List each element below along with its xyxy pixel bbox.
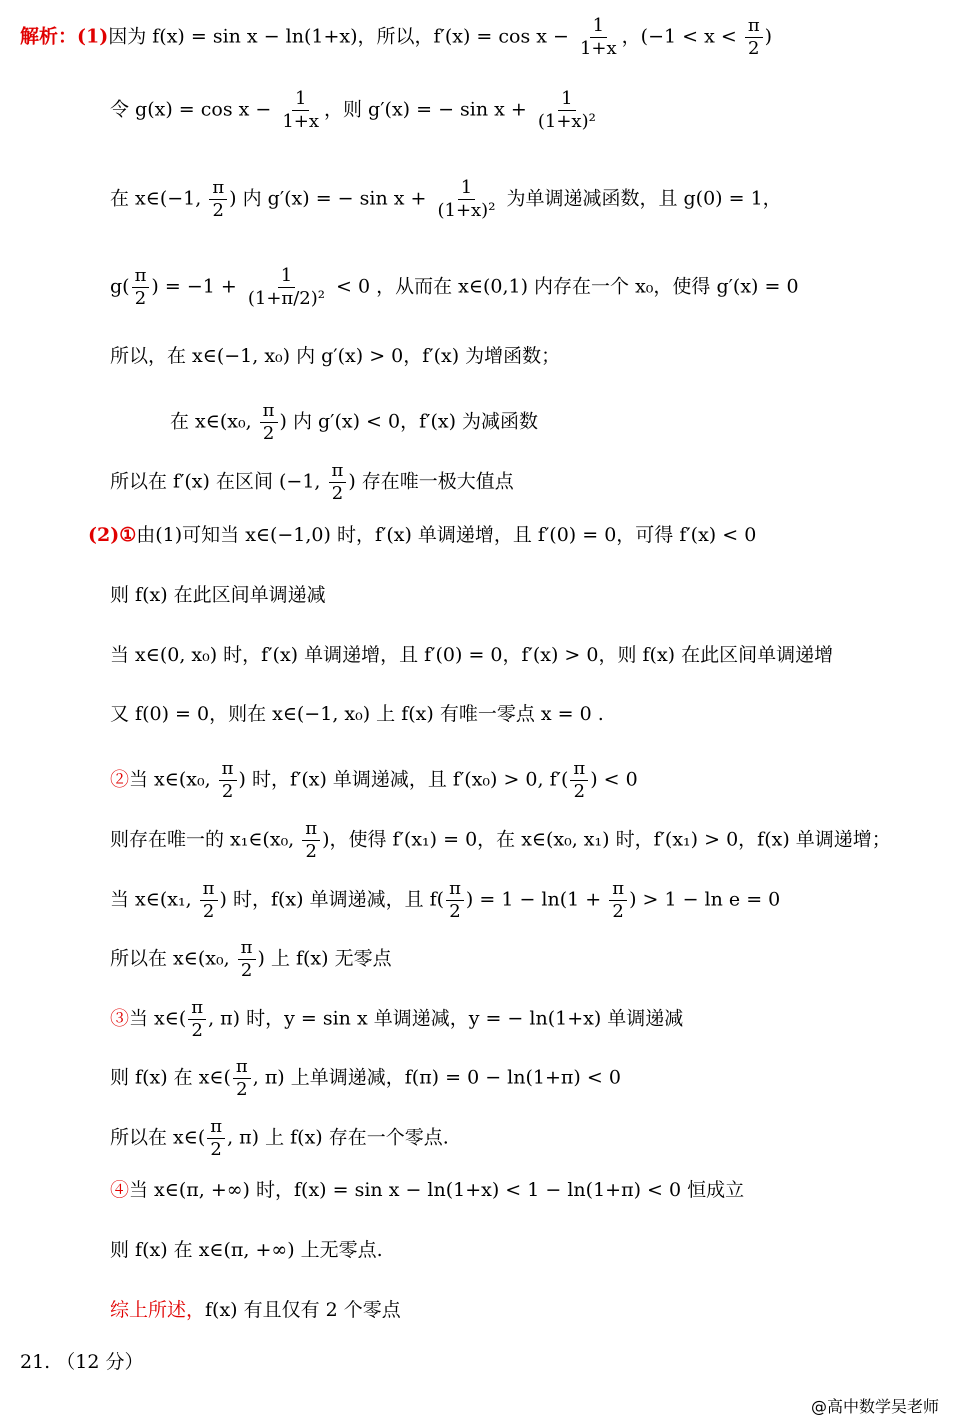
text: ) 时，f′(x) 单调递减，且 f′(x₀) > 0, f′( (238, 768, 569, 791)
numerator: π (260, 400, 278, 423)
text: 为单调递减函数，且 g(0) = 1， (500, 187, 782, 210)
denominator: 2 (262, 423, 275, 444)
numerator: π (233, 1056, 251, 1079)
text: 所以在 x∈( (110, 1126, 206, 1149)
text: 在 x∈(−1, (110, 187, 208, 210)
numerator: π (219, 758, 237, 781)
solution-line (110, 699, 604, 729)
text: ) = −1 + (151, 275, 243, 298)
highlight-label: 综上所述， (110, 1299, 206, 1321)
numerator: π (302, 818, 320, 841)
text: ) = 1 − ln(1 + (465, 888, 608, 911)
numerator: π (188, 997, 206, 1020)
highlight-label: 解析： (20, 25, 78, 48)
text: ) > 1 − ln e = 0 (629, 888, 781, 911)
solution-line (110, 580, 326, 610)
fraction (219, 758, 237, 803)
text: 当 x∈(0, x₀) 时，f′(x) 单调递增，且 f′(0) = 0，f′(x) > 0，则 f(x) 在此区间单调递增 (110, 644, 834, 666)
numerator: 1 (292, 88, 309, 111)
denominator: (1+π/2)² (247, 288, 325, 309)
numerator: 1 (590, 15, 607, 38)
fraction (188, 997, 206, 1042)
fraction (233, 1056, 251, 1101)
denominator: 2 (305, 841, 317, 862)
fraction (245, 265, 328, 310)
denominator: 1+x (579, 38, 617, 59)
denominator: (1+x)² (537, 111, 596, 132)
text: , π) 上 f(x) 存在一个零点. (227, 1126, 449, 1149)
fraction (577, 15, 620, 60)
denominator: (1+x)² (437, 200, 496, 221)
solution-line (20, 1347, 143, 1377)
solution-line (110, 997, 683, 1042)
denominator: 1+x (282, 111, 320, 132)
numerator: π (132, 265, 150, 288)
denominator: 2 (573, 781, 586, 802)
text: ) 内 g′(x) < 0，f′(x) 为减函数 (279, 410, 539, 433)
solution-line (110, 640, 833, 670)
denominator: 2 (236, 1079, 248, 1100)
fraction (302, 818, 320, 863)
solution-line (20, 15, 772, 60)
numerator: π (200, 878, 218, 901)
denominator: 2 (240, 960, 253, 981)
text: 所以，在 x∈(−1, x₀) 内 g′(x) > 0，f′(x) 为增函数； (110, 345, 561, 367)
solution-line (110, 341, 560, 371)
fraction (207, 1116, 225, 1161)
text: 所以在 f′(x) 在区间 (−1, (110, 470, 327, 493)
denominator: 2 (748, 38, 760, 59)
fraction (535, 88, 599, 133)
text: ) 内 g′(x) = − sin x + (229, 187, 433, 210)
text: ，则 g′(x) = − sin x + (324, 98, 533, 121)
fraction (200, 878, 218, 923)
numerator: 1 (458, 177, 475, 200)
solution-line (110, 265, 799, 310)
text: ) (764, 25, 773, 48)
fraction (329, 460, 347, 505)
numerator: π (207, 1116, 225, 1139)
text: ，(−1 < x < (621, 25, 743, 48)
solution-line (110, 1295, 401, 1325)
denominator: 2 (612, 901, 624, 922)
text: 令 g(x) = cos x − (110, 98, 278, 121)
text: 当 x∈(x₀, (129, 768, 217, 791)
text: )，使得 f′(x₁) = 0，在 x∈(x₀, x₁) 时，f′(x₁) > 0，f(x) 单调递增； (322, 828, 891, 851)
text: , π) 上单调递减，f(π) = 0 − ln(1+π) < 0 (252, 1066, 621, 1089)
solution-line (110, 1056, 621, 1101)
text: 所以在 x∈(x₀, (110, 947, 236, 970)
denominator: 2 (134, 288, 147, 309)
numerator: π (209, 177, 227, 200)
fraction (609, 878, 627, 923)
text: ) 时，f(x) 单调递减，且 f( (219, 888, 445, 911)
solution-line (110, 878, 780, 923)
text: 则 f(x) 在 x∈( (110, 1066, 231, 1089)
denominator: 2 (449, 901, 461, 922)
fraction (209, 177, 227, 222)
text: 当 x∈(x₁, (110, 888, 198, 911)
fraction (446, 878, 464, 923)
numerator: π (745, 15, 763, 38)
fraction (279, 88, 322, 133)
text: 因为 f(x) = sin x − ln(1+x)，所以，f′(x) = cos x − (108, 25, 575, 48)
denominator: 2 (221, 781, 234, 802)
solution-line (110, 1235, 383, 1265)
solution-line (110, 177, 782, 222)
numerator: π (609, 878, 627, 901)
text: ) < 0 (590, 768, 638, 791)
denominator: 2 (212, 200, 224, 221)
text: , π) 时，y = sin x 单调递减，y = − ln(1+x) 单调递减 (208, 1007, 684, 1030)
highlight-label: ④ (110, 1179, 130, 1201)
text: 则存在唯一的 x₁∈(x₀, (110, 828, 301, 851)
denominator: 2 (210, 1139, 222, 1160)
fraction (260, 400, 278, 445)
text: ) 存在唯一极大值点 (348, 470, 514, 493)
text: g( (110, 275, 130, 298)
numerator: π (329, 460, 347, 483)
solution-line (110, 88, 601, 133)
numerator: π (238, 937, 256, 960)
highlight-label: ② (110, 768, 130, 791)
text: 在 x∈(x₀, (170, 410, 258, 433)
solution-line (110, 937, 392, 982)
fraction (132, 265, 150, 310)
text: 则 f(x) 在此区间单调递减 (110, 584, 326, 606)
denominator: 2 (202, 901, 215, 922)
solution-line (88, 520, 756, 550)
denominator: 2 (191, 1020, 203, 1041)
text: ) 上 f(x) 无零点 (257, 947, 392, 970)
text: 当 x∈( (129, 1007, 187, 1030)
author-watermark: @高中数学吴老师 (810, 1397, 939, 1416)
text: < 0 ，从而在 x∈(0,1) 内存在一个 x₀，使得 g′(x) = 0 (330, 275, 799, 298)
denominator: 2 (331, 483, 344, 504)
text: 当 x∈(π, +∞) 时，f(x) = sin x − ln(1+x) < 1 − ln(1+π) < 0 恒成立 (129, 1179, 745, 1201)
fraction (745, 15, 763, 60)
solution-line (110, 460, 514, 505)
numerator: π (446, 878, 464, 901)
solution-line (110, 818, 891, 863)
numerator: 1 (278, 265, 295, 288)
solution-line (110, 758, 638, 803)
solution-line (110, 1175, 744, 1205)
text: 又 f(0) = 0，则在 x∈(−1, x₀) 上 f(x) 有唯一零点 x = 0 . (110, 703, 604, 725)
highlight-label: ③ (110, 1007, 130, 1030)
solution-line (170, 400, 538, 445)
numerator: 1 (558, 88, 575, 111)
numerator: π (570, 758, 588, 781)
fraction (434, 177, 498, 222)
text: 21. （12 分） (20, 1351, 144, 1373)
highlight-label: (1) (77, 25, 109, 48)
solution-line (110, 1116, 449, 1161)
highlight-label: (2)① (88, 524, 137, 546)
text: 由(1)可知当 x∈(−1,0) 时，f′(x) 单调递增，且 f′(0) = 0，可得 f′(x) < 0 (136, 524, 757, 546)
fraction (238, 937, 256, 982)
fraction (570, 758, 588, 803)
text: 则 f(x) 在 x∈(π, +∞) 上无零点. (110, 1239, 383, 1261)
text: f(x) 有且仅有 2 个零点 (205, 1299, 401, 1321)
